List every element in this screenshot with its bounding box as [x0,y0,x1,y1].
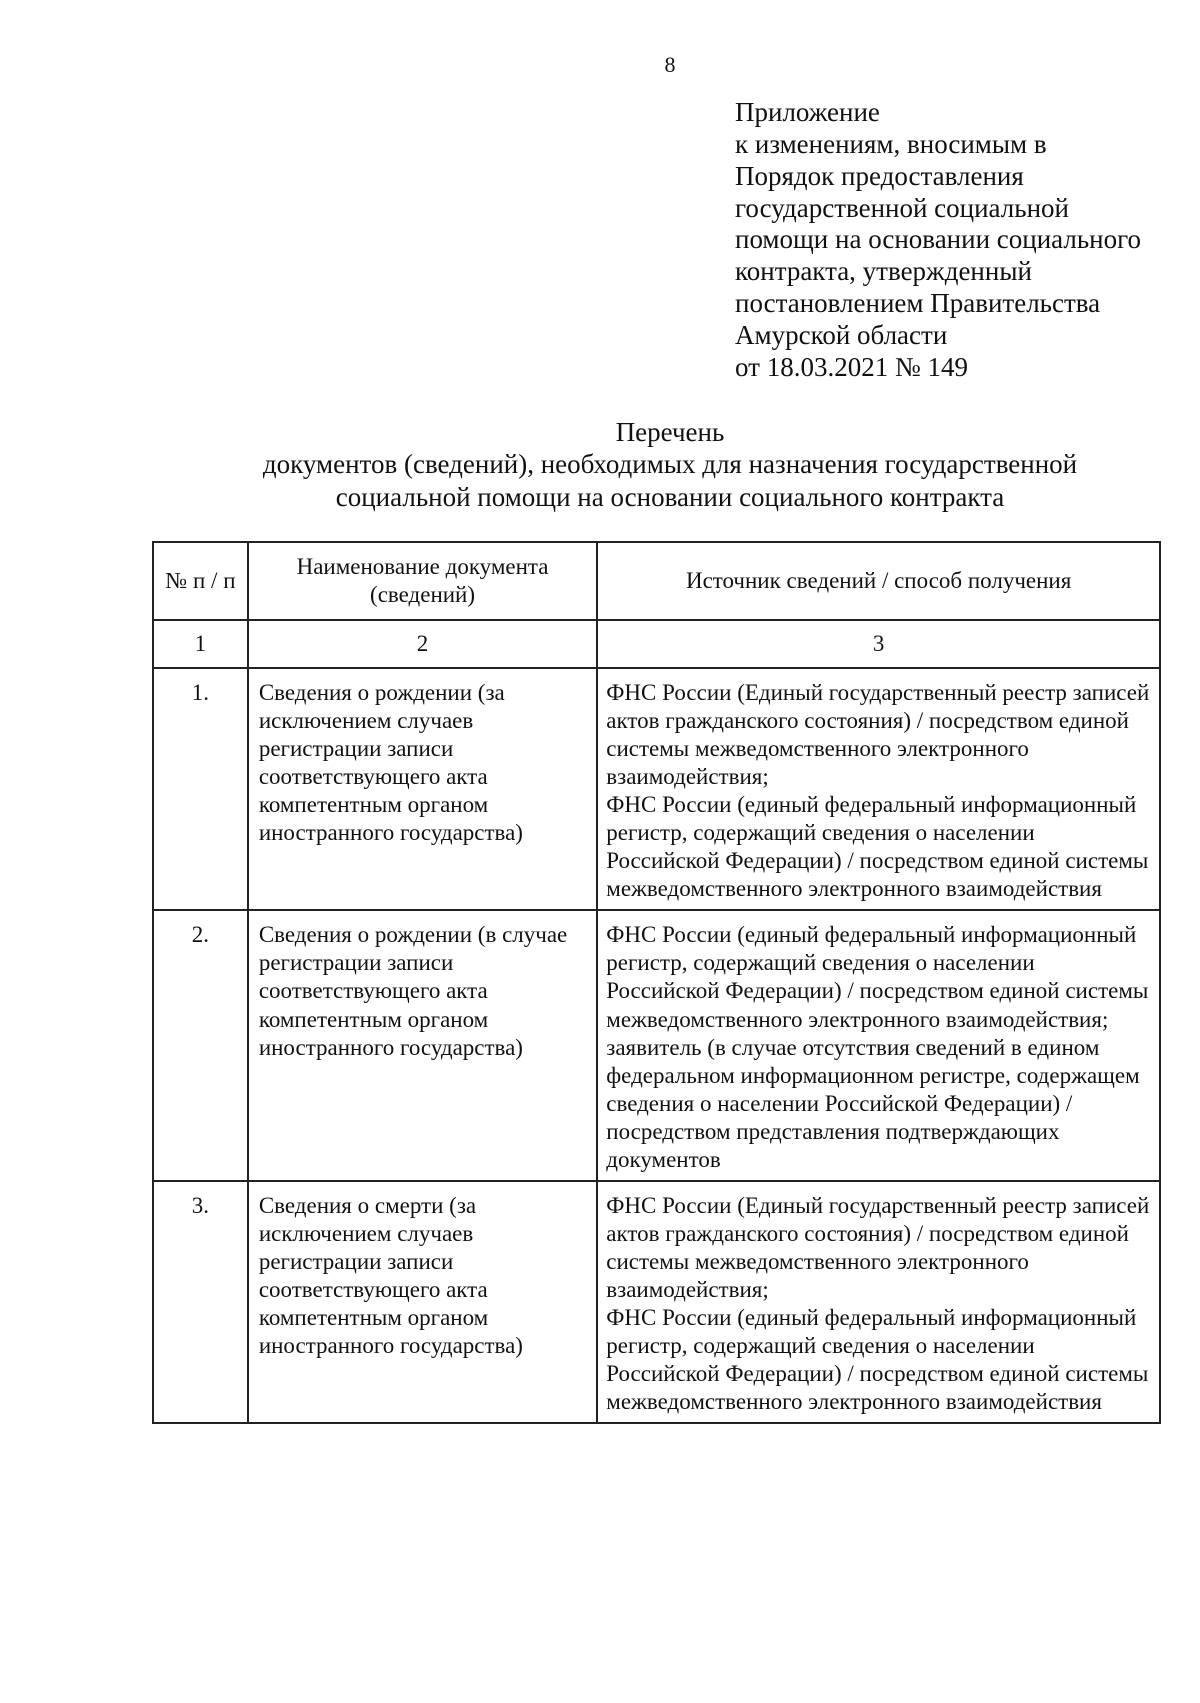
source-item: ФНС России (Единый государственный реестр записей актов гражданского состояния) / посредством единой системы межведомственного электронного взаимодействия; [606,1192,1150,1302]
document-name: Сведения о смерти (за исключением случаев регистрации записи соответствующего акта компетентным органом иностранного государства) [248,1181,597,1423]
appendix-line: контракта, утвержденный [735,256,1032,287]
source-item: ФНС России (единый федеральный информационный регистр, содержащий сведения о населении Российской Федерации) / посредством единой системы межведомственного электронного взаимодействия [606,1304,1149,1415]
document-name: Сведения о рождении (за исключением случаев регистрации записи соответствующего акта компетентным органом иностранного государства) [248,668,597,910]
appendix-line: к изменениям, вносимым в [735,128,1047,159]
appendix-block [735,97,1185,384]
table-header-row [153,542,1160,620]
source-item: ФНС России (Единый государственный реестр записей актов гражданского состояния) / посредством единой системы межведомственного электронного взаимодействия; [606,680,1150,790]
document-title [150,416,1190,513]
document-name: Сведения о рождении (в случае регистрации записи соответствующего акта компетентным органом иностранного государства) [248,910,597,1180]
table-row [153,910,1160,1180]
document-source [597,668,1160,910]
documents-table [152,541,1161,1424]
document-source [597,910,1160,1180]
column-numbers-row [153,620,1160,668]
source-item: ФНС России (единый федеральный информационный регистр, содержащий сведения о населении Российской Федерации) / посредством единой системы межведомственного электронного взаимодействия [606,792,1149,902]
appendix-line: помощи на основании социального [735,224,1142,255]
source-item: ФНС России (единый федеральный информационный регистр, содержащий сведения о населении Российской Федерации) / посредством единой системы межведомственного электронного взаимодействия; [606,922,1149,1032]
table-row [153,668,1160,910]
title-line-2: документов (сведений), необходимых для назначения государственной [262,449,1078,480]
header-num: № п / п [153,542,248,620]
header-name: Наименование документа (сведений) [248,542,597,620]
title-line-1: Перечень [615,417,725,447]
appendix-line: Амурской области [735,320,948,351]
column-number: 3 [597,620,1160,668]
appendix-line: от 18.03.2021 № 149 [735,351,968,382]
column-number: 1 [153,620,248,668]
appendix-line: Порядок предоставления [735,160,1024,191]
column-number: 2 [248,620,597,668]
appendix-line: государственной социальной [735,192,1069,223]
source-item: заявитель (в случае отсутствия сведений в едином федеральном информационном регистре, содержащем сведения о населении Российской Федерации) / посредством представления подтверждающих документов [606,1034,1140,1172]
row-number: 2. [153,910,248,1180]
title-line-3: социальной помощи на основании социального контракта [335,481,1005,512]
page-number: 8 [664,52,676,77]
appendix-line: Приложение [735,97,880,127]
row-number: 3. [153,1181,248,1423]
table-row [153,1181,1160,1423]
row-number: 1. [153,668,248,910]
header-source: Источник сведений / способ получения [597,542,1160,620]
document-source [597,1181,1160,1423]
appendix-line: постановлением Правительства [735,288,1101,319]
